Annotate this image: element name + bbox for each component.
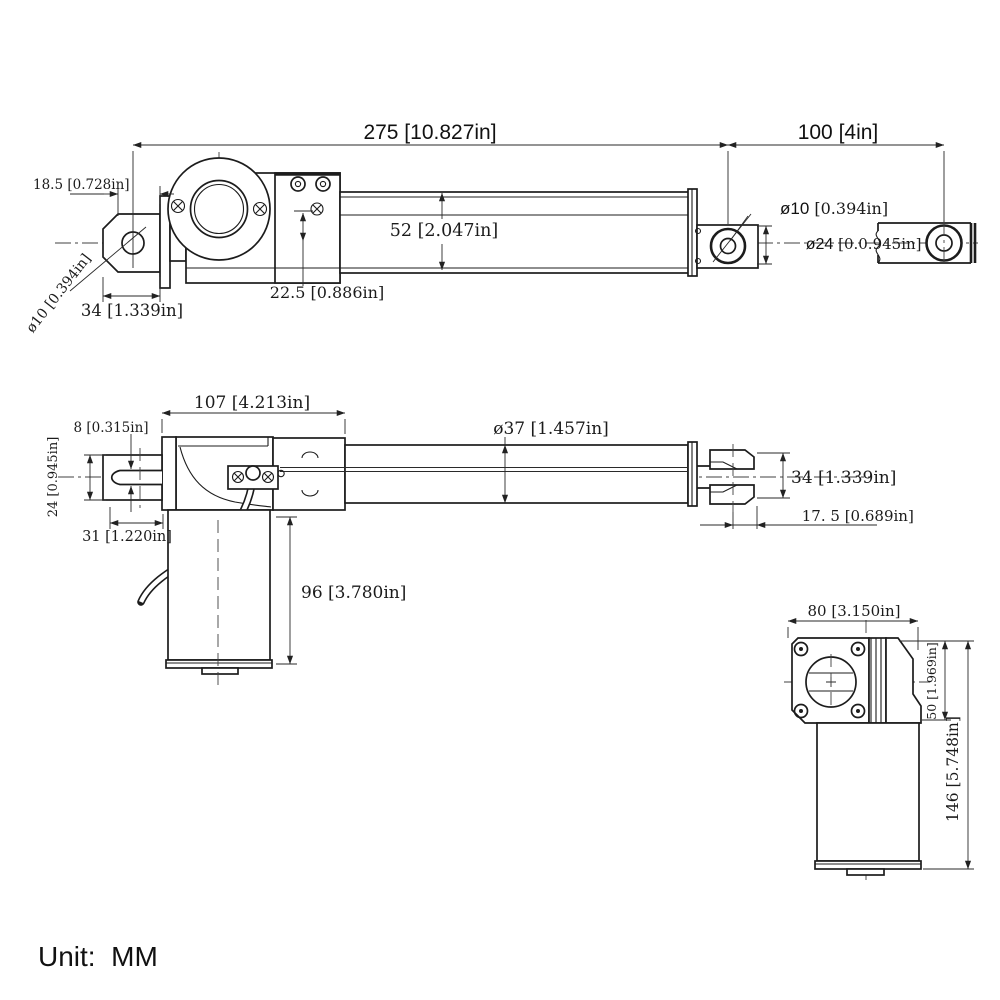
dim-overall-length: 275 [10.827in] bbox=[363, 121, 497, 144]
dim-clevis-depth bbox=[768, 507, 940, 525]
motor-block-top bbox=[275, 173, 340, 283]
clevis-depth-value: 17. 5 bbox=[801, 507, 840, 525]
dim-gear-height: 50 [1.969in] bbox=[924, 642, 939, 720]
dim-motor-height: 96 [3.780in] bbox=[301, 583, 407, 603]
dim-rear-hole-diameter bbox=[744, 199, 916, 218]
rod-end-block bbox=[696, 214, 759, 268]
dim-tube-diameter-52: 52 [2.047in] bbox=[389, 221, 499, 241]
motor-stud bbox=[202, 668, 238, 674]
dim-fork-length: 31 [1.220in] bbox=[82, 529, 172, 545]
fork-slot bbox=[112, 471, 162, 485]
dim-front-offset: 18.5 [0.728in] bbox=[33, 177, 130, 193]
dim-clevis-width: 34 [1.339in] bbox=[791, 468, 897, 488]
unit-note: Unit: MM bbox=[38, 941, 158, 972]
rear-hole-value: ø10 bbox=[780, 199, 810, 218]
dim-stroke-length: 100 [4in] bbox=[797, 121, 879, 144]
dim-slot-width: 8 [0.315in] bbox=[73, 420, 149, 436]
rear-clevis bbox=[697, 444, 754, 512]
dim-gearbox-length: 107 [4.213in] bbox=[193, 393, 311, 413]
dim-fork-width: 24 [0.945in] bbox=[46, 436, 61, 518]
terminal-plate bbox=[228, 466, 278, 489]
motor-rear bbox=[815, 723, 921, 875]
dim-flange-width: 80 [3.150in] bbox=[807, 602, 901, 620]
rear-hole-unit: [0.394in] bbox=[809, 199, 889, 218]
rod-end-unit: [0.0.945in] bbox=[833, 235, 922, 253]
front-fork bbox=[103, 448, 162, 508]
dim-axis-offset: 22.5 [0.886in] bbox=[269, 283, 385, 302]
motor-stud-rear bbox=[847, 869, 884, 875]
dim-total-height: 146 [5.748in] bbox=[944, 716, 962, 822]
cable-gland bbox=[246, 466, 260, 480]
outer-tube-side bbox=[345, 442, 697, 506]
dim-front-hole-diameter: ø10 [0.394in] bbox=[23, 251, 95, 336]
gear-housing-profile bbox=[869, 638, 921, 723]
dim-tube-diameter-37: ø37 [1.457in] bbox=[493, 419, 609, 439]
motor-side bbox=[166, 510, 272, 687]
gearbox-housing-top bbox=[168, 158, 340, 283]
dim-rod-end-diameter bbox=[772, 235, 948, 253]
mounting-flange bbox=[792, 638, 869, 723]
rod-end-value: ø24 bbox=[805, 236, 834, 253]
rear-view bbox=[784, 602, 974, 884]
clevis-depth-unit: [0.689in] bbox=[839, 507, 914, 525]
dim-front-mount-length: 34 [1.339in] bbox=[80, 301, 184, 320]
top-view bbox=[23, 121, 978, 336]
